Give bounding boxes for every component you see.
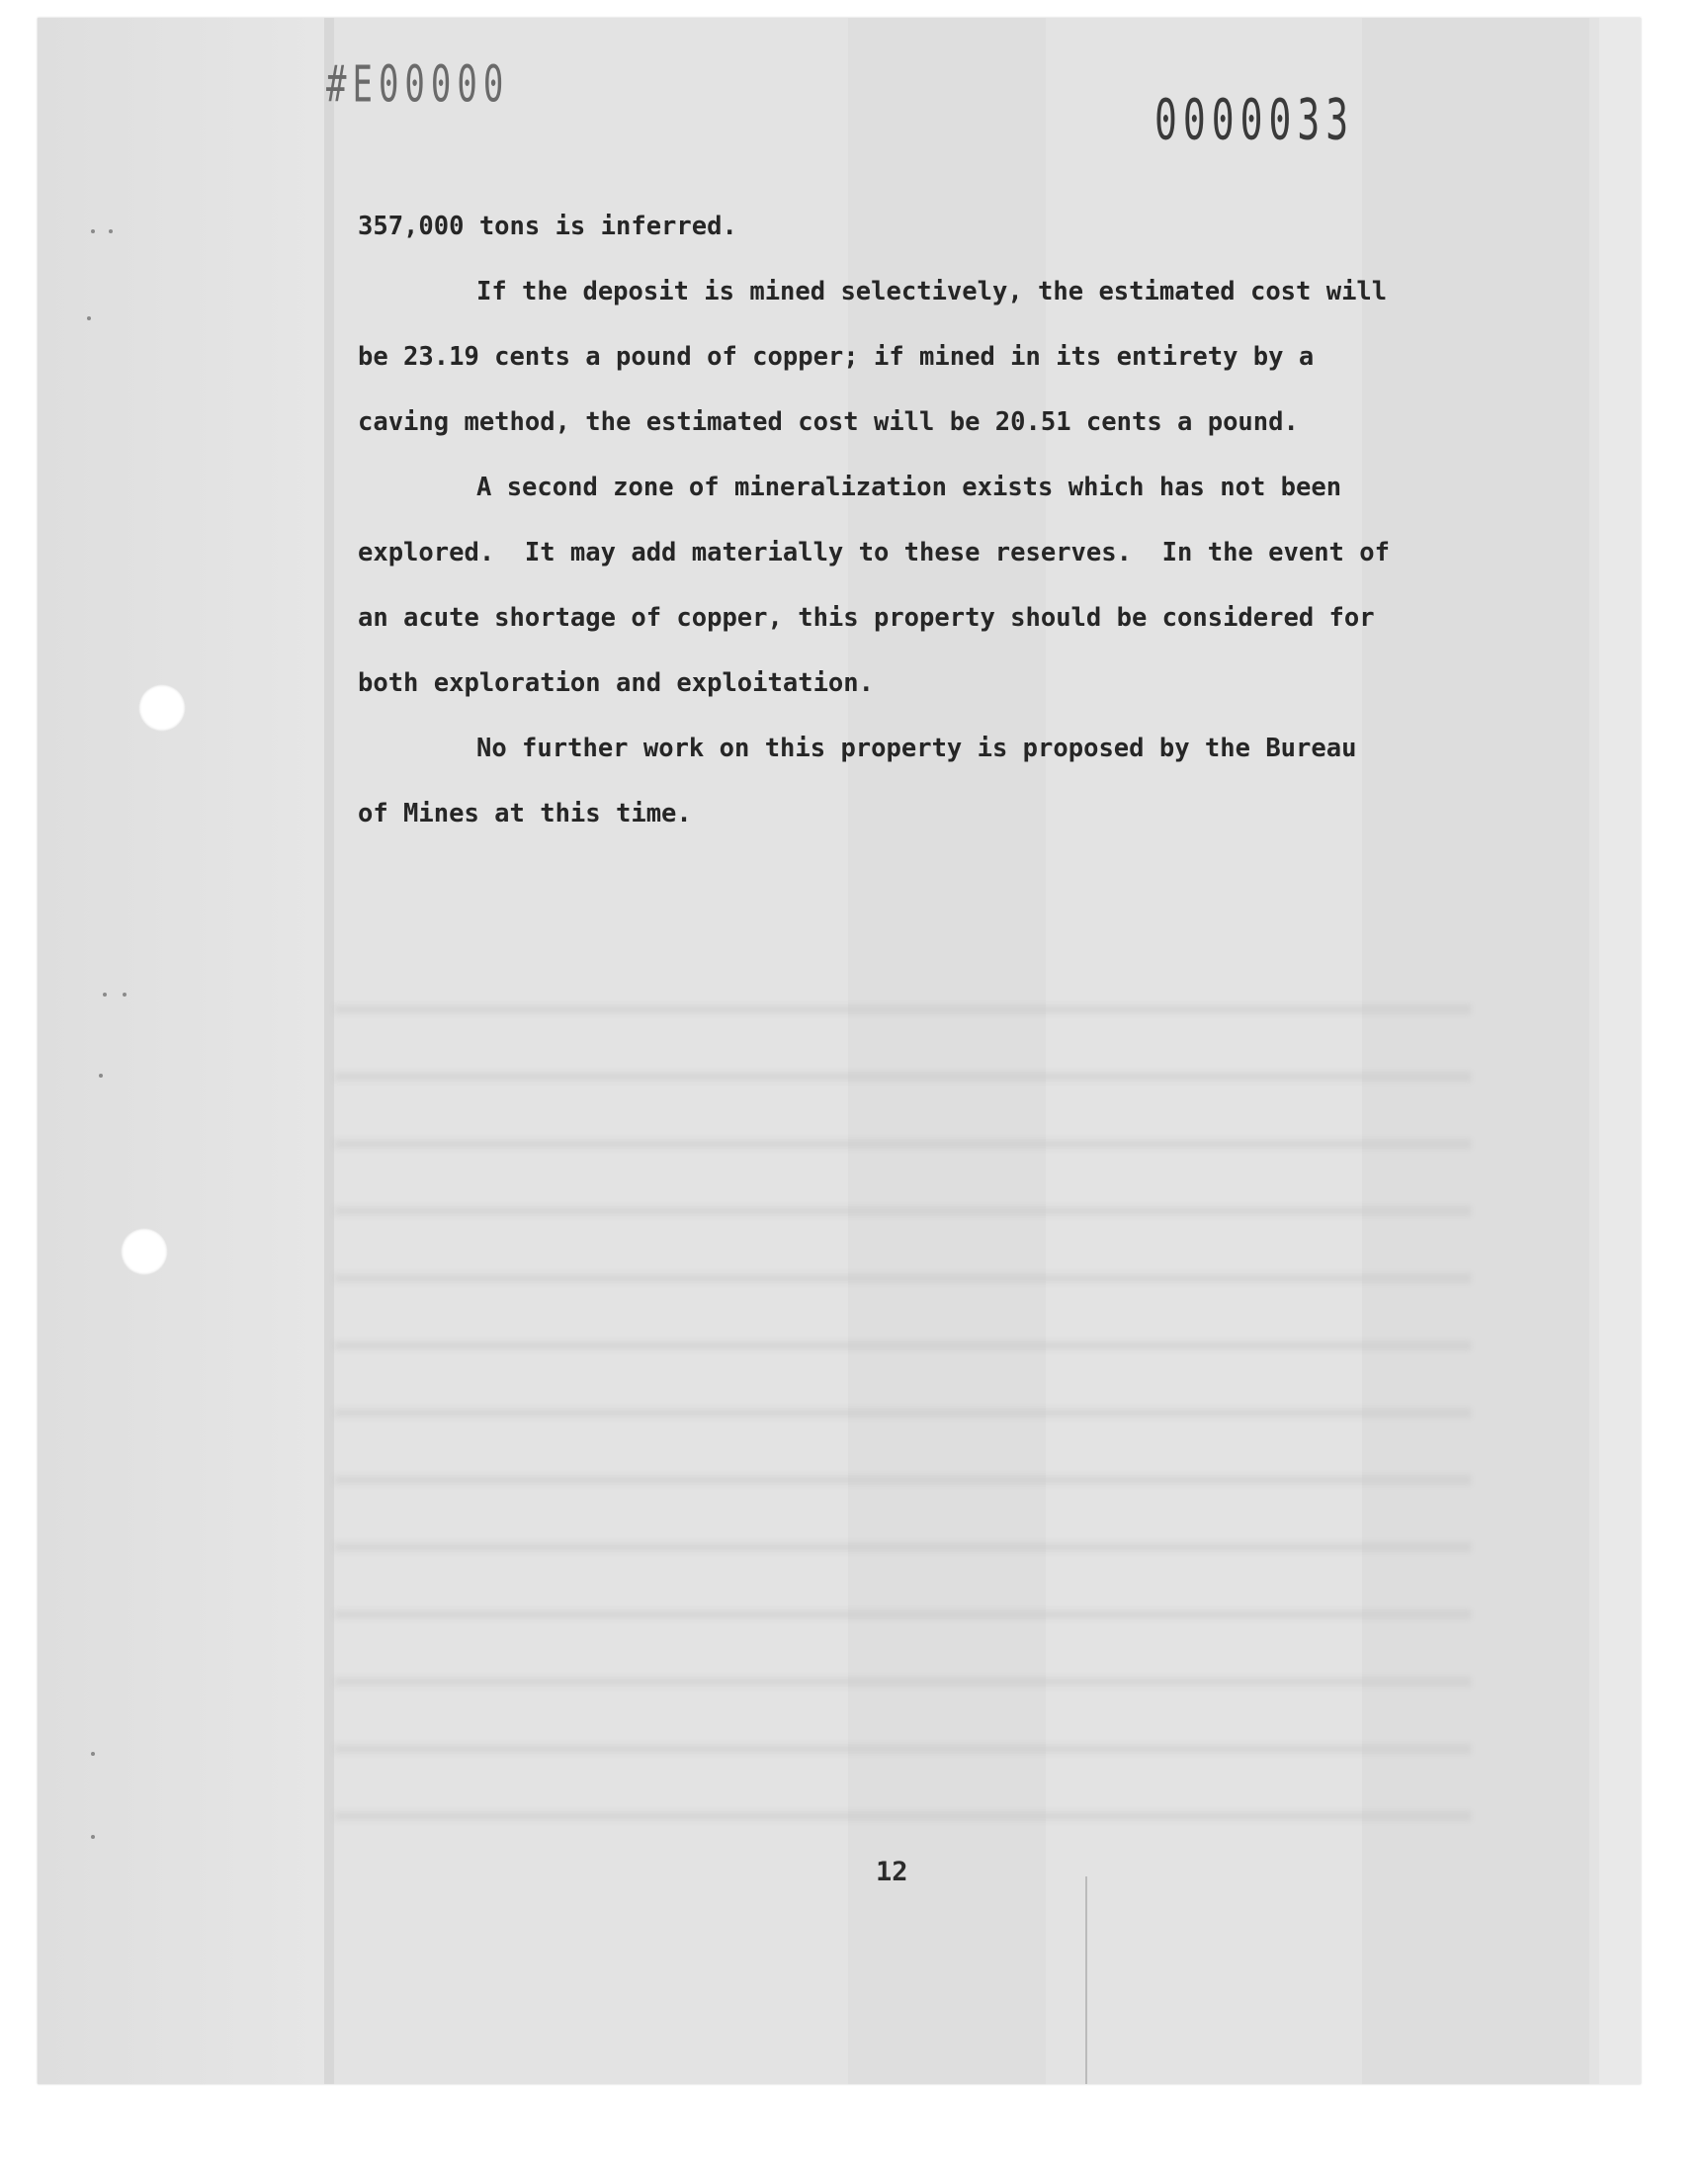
speck bbox=[109, 229, 113, 233]
document-stamp-right: 0000033 bbox=[1154, 87, 1355, 152]
speck bbox=[87, 316, 91, 320]
body-line: an acute shortage of copper, this property should be considered for bbox=[358, 603, 1375, 633]
speck bbox=[123, 993, 127, 997]
speck bbox=[99, 1074, 103, 1078]
copy-shading bbox=[1599, 18, 1641, 2084]
speck bbox=[103, 993, 107, 997]
bleed-through-text bbox=[334, 947, 1471, 1837]
body-line: explored. It may add materially to these reserves. In the event of bbox=[358, 538, 1390, 567]
document-stamp-left: #E00000 bbox=[326, 55, 510, 115]
punch-hole bbox=[138, 684, 186, 732]
paper-crease bbox=[1085, 1876, 1087, 2084]
body-line: caving method, the estimated cost will be 20.51 cents a pound. bbox=[358, 407, 1299, 437]
punch-hole bbox=[121, 1228, 168, 1275]
body-line: both exploration and exploitation. bbox=[358, 668, 874, 698]
body-line: of Mines at this time. bbox=[358, 799, 692, 828]
page-number: 12 bbox=[876, 1857, 908, 1887]
copy-shading bbox=[38, 18, 324, 2084]
body-line: be 23.19 cents a pound of copper; if mined in its entirety by a bbox=[358, 342, 1315, 372]
speck bbox=[91, 229, 95, 233]
paragraph-start-line: If the deposit is mined selectively, the estimated cost will bbox=[476, 277, 1388, 306]
document-body bbox=[358, 194, 1494, 846]
body-line: 357,000 tons is inferred. bbox=[358, 212, 737, 241]
paragraph-start-line: A second zone of mineralization exists which has not been bbox=[476, 473, 1342, 502]
speck bbox=[91, 1752, 95, 1756]
paragraph-start-line: No further work on this property is proposed by the Bureau bbox=[476, 734, 1357, 763]
speck bbox=[91, 1835, 95, 1839]
copy-shading bbox=[324, 18, 334, 2084]
